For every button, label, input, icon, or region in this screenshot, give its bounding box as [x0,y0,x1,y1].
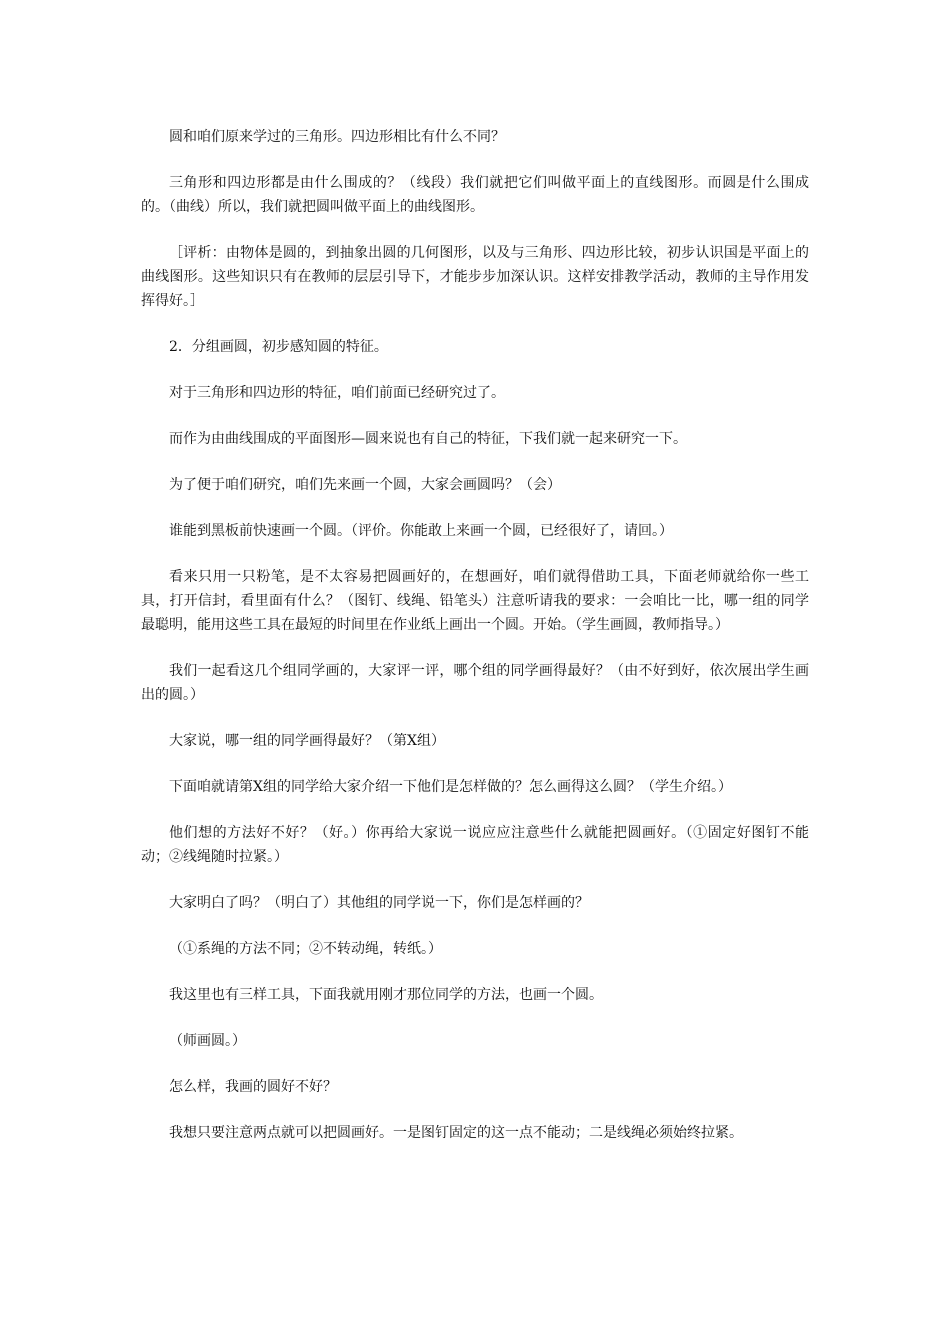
paragraph: 三角形和四边形都是由什么围成的？（线段）我们就把它们叫做平面上的直线图形。而圆是什么围成的。（曲线）所以，我们就把圆叫做平面上的曲线图形。 [141,175,809,215]
paragraph: 而作为由曲线围成的平面图形—圆来说也有自己的特征，下我们就一起来研究一下。 [169,431,687,447]
paragraph: 对于三角形和四边形的特征，咱们前面已经研究过了。 [169,385,505,401]
paragraph: 大家说，哪一组的同学画得最好？（第X组） [169,733,445,749]
paragraph: ［评析：由物体是圆的，到抽象出圆的几何图形，以及与三角形、四边形比较，初步认识国是平面上的曲线图形。这些知识只有在教师的层层引导下，才能步步加深认识。这样安排教学活动，教师的主导作用发挥得好。］ [141,245,809,309]
paragraph: （①系绳的方法不同；②不转动绳，转纸。） [169,941,442,957]
paragraph: 怎么样，我画的圆好不好？ [169,1079,337,1095]
document-body [141,125,809,1167]
paragraph: （师画圆。） [169,1033,246,1049]
paragraph: 下面咱就请第X组的同学给大家介绍一下他们是怎样做的？怎么画得这么圆？（学生介绍。） [169,779,732,795]
paragraph: 我想只要注意两点就可以把圆画好。一是图钉固定的这一点不能动；二是线绳必须始终拉紧。 [169,1125,743,1141]
paragraph: 圆和咱们原来学过的三角形。四边形相比有什么不同？ [169,129,505,145]
paragraph: 他们想的方法好不好？（好。）你再给大家说一说应应注意些什么就能把圆画好。（①固定好图钉不能动；②线绳随时拉紧。） [141,825,809,865]
paragraph: 我这里也有三样工具，下面我就用刚才那位同学的方法，也画一个圆。 [169,987,603,1003]
paragraph: 为了便于咱们研究，咱们先来画一个圆，大家会画圆吗？（会） [169,477,561,493]
paragraph: 我们一起看这几个组同学画的，大家评一评，哪个组的同学画得最好？（由不好到好，依次展出学生画出的圆。） [141,663,809,703]
paragraph: 看来只用一只粉笔，是不太容易把圆画好的，在想画好，咱们就得借助工具，下面老师就给你一些工具，打开信封，看里面有什么？（图钉、线绳、铅笔头）注意听请我的要求：一会咱比一比，哪一组的同学最聪明，能用这些工具在最短的时间里在作业纸上画出一个圆。开始。（学生画圆，教师指导。） [141,569,809,633]
paragraph: 2．分组画圆，初步感知圆的特征。 [169,339,388,355]
paragraph: 大家明白了吗？（明白了）其他组的同学说一下，你们是怎样画的？ [169,895,589,911]
paragraph: 谁能到黑板前快速画一个圆。（评价。你能敢上来画一个圆，已经很好了，请回。） [169,523,673,539]
